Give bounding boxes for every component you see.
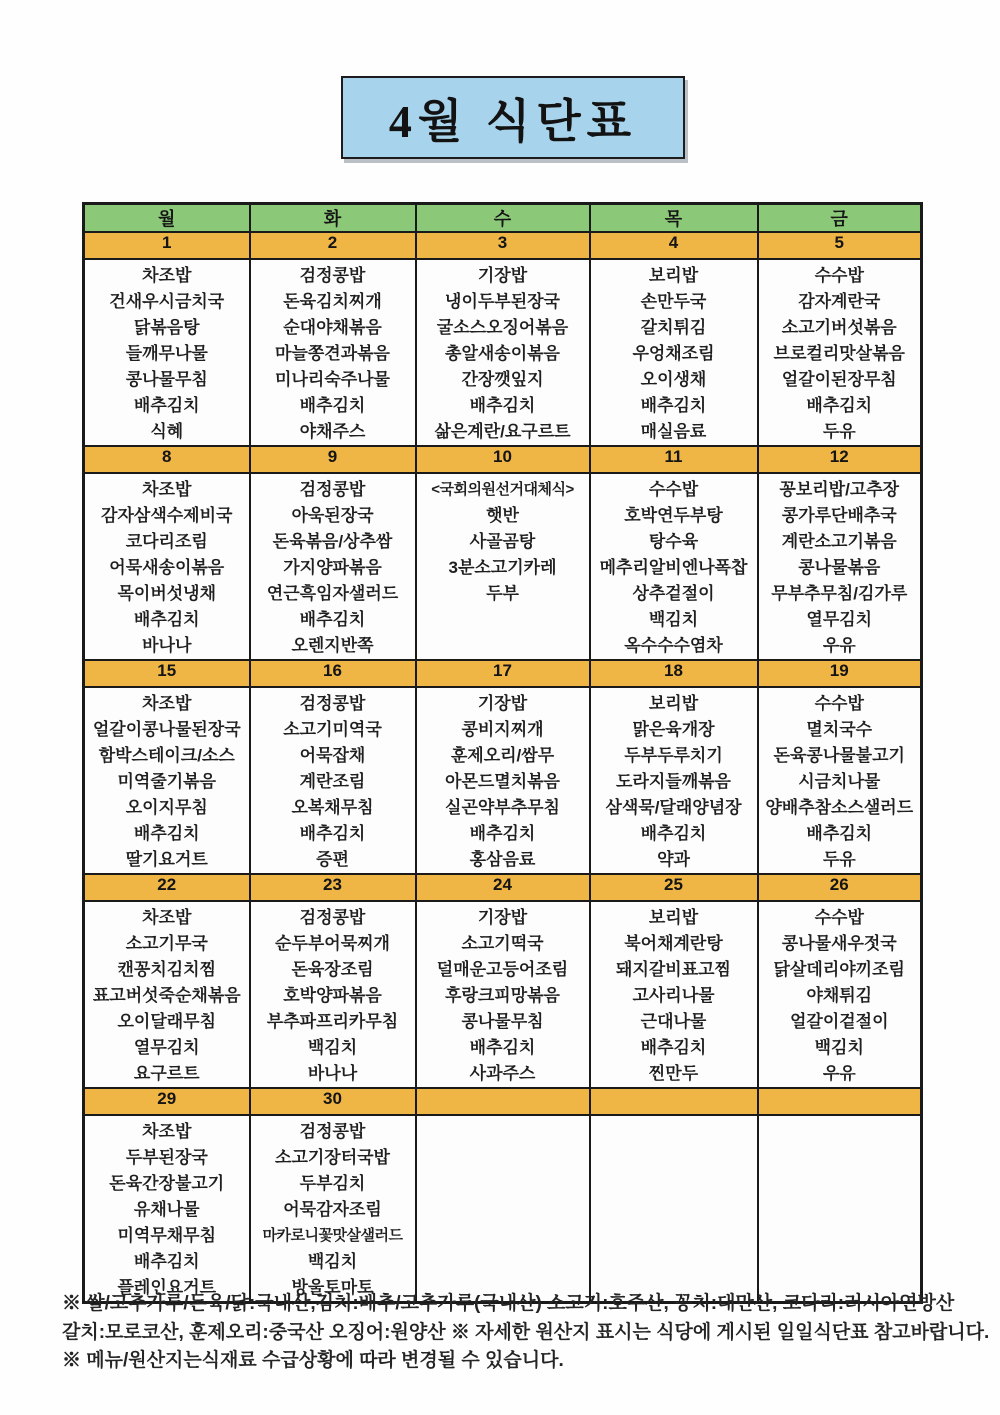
date-cell: 23	[250, 874, 416, 901]
menu-item: 아욱된장국	[291, 506, 374, 525]
menu-item: 열무김치	[806, 610, 873, 629]
menu-item: 검정콩밥	[299, 1122, 366, 1141]
menu-item: 기장밥	[477, 694, 528, 713]
menu-item: 배추김치	[640, 396, 707, 415]
menu-item: 수수밥	[814, 908, 864, 927]
date-cell: 8	[84, 446, 250, 473]
menu-item: 소고기버섯볶음	[781, 318, 897, 337]
menu-cell	[758, 1115, 922, 1303]
menu-item: 콩나물무침	[461, 1012, 544, 1031]
menu-item: 콩가루단배추국	[781, 506, 897, 525]
menu-item: 돈육간장불고기	[109, 1174, 225, 1193]
menu-cell	[84, 473, 250, 660]
menu-row	[84, 901, 922, 1088]
menu-item: 차조밥	[142, 266, 192, 285]
menu-item: 갈치튀김	[640, 318, 707, 337]
date-cell: 1	[84, 232, 250, 259]
title-box	[341, 76, 685, 159]
menu-item: 감자삼색수제비국	[101, 506, 233, 525]
menu-cell	[84, 901, 250, 1088]
menu-item: 부추파프리카무침	[266, 1012, 399, 1031]
menu-item: 검정콩밥	[299, 908, 366, 927]
menu-item: 돈육콩나물불고기	[773, 746, 905, 765]
menu-item: 요구르트	[133, 1064, 200, 1083]
menu-item: 기장밥	[477, 908, 528, 927]
menu-cell	[416, 687, 590, 874]
footer-notes	[62, 1290, 990, 1376]
menu-item: 검정콩밥	[299, 480, 366, 499]
menu-item: 맑은육개장	[632, 720, 715, 739]
menu-cell	[416, 259, 590, 446]
date-cell: 18	[590, 660, 758, 687]
menu-item: 배추김치	[133, 1252, 200, 1271]
menu-item: 도라지들깨볶음	[616, 772, 731, 791]
date-cell: 19	[758, 660, 922, 687]
menu-item: 얼갈이겉절이	[789, 1012, 889, 1031]
menu-item: 목이버섯냉채	[117, 584, 217, 603]
menu-item: 돈육볶음/상추쌈	[272, 532, 393, 551]
footer-origin-note-2: 갈치:모로코산, 훈제오리:중국산 오징어:원양산 ※ 자세한 원산지 표시는 식당에 게시된 일일식단표 참고바랍니다.	[62, 1321, 990, 1343]
menu-item: 우유	[822, 1064, 856, 1083]
menu-item: 소고기미역국	[283, 720, 382, 739]
menu-item: 삼색묵/달래양념장	[605, 798, 742, 817]
date-cell	[416, 1088, 590, 1115]
menu-item: 기장밥	[477, 266, 528, 285]
menu-item: 배추김치	[133, 396, 200, 415]
date-row	[84, 446, 922, 473]
menu-item: 홍삼음료	[469, 850, 536, 869]
menu-item: 꽁보리밥/고추장	[779, 480, 900, 499]
menu-item: 야채튀김	[806, 986, 873, 1005]
menu-item: 브로컬리맛살볶음	[773, 344, 905, 363]
menu-item: 플레인요거트	[117, 1278, 217, 1297]
date-cell: 5	[758, 232, 922, 259]
menu-item: 배추김치	[469, 396, 536, 415]
menu-item: 어묵감자조림	[283, 1200, 382, 1219]
menu-item: 증편	[316, 850, 349, 869]
menu-cell	[250, 259, 416, 446]
menu-item: 계란조림	[299, 772, 366, 791]
menu-item: 차조밥	[142, 694, 192, 713]
date-cell: 25	[590, 874, 758, 901]
date-row	[84, 874, 922, 901]
menu-item: 백김치	[814, 1038, 864, 1057]
menu-item: 찐만두	[648, 1064, 699, 1083]
menu-item: 닭볶음탕	[133, 318, 200, 337]
menu-item: 돈육장조림	[291, 960, 374, 979]
day-header-cell: 수	[416, 204, 590, 233]
menu-item: 후랑크피망볶음	[445, 986, 560, 1005]
day-header-cell: 금	[758, 204, 922, 233]
date-cell: 15	[84, 660, 250, 687]
menu-item: 딸기요거트	[125, 850, 208, 869]
menu-item: 두유	[822, 850, 856, 869]
menu-item: 메추리알비엔나폭찹	[599, 558, 748, 577]
menu-item: 삶은계란/요구르트	[434, 422, 571, 441]
menu-item: 콩비지찌개	[461, 720, 544, 739]
date-row	[84, 232, 922, 259]
menu-item: 콩나물새우젓국	[781, 934, 897, 953]
menu-item: 우엉채조림	[632, 344, 715, 363]
menu-item: 사과주스	[469, 1064, 536, 1083]
menu-item: 돈육김치찌개	[283, 292, 382, 311]
menu-item: 우유	[822, 636, 856, 655]
menu-item: 배추김치	[133, 610, 200, 629]
footer-change-note: ※ 메뉴/원산지는식재료 수급상황에 따라 변경될 수 있습니다.	[62, 1350, 564, 1371]
menu-item: 함박스테이크/소스	[98, 746, 235, 765]
menu-item: 콩나물무침	[125, 370, 208, 389]
date-cell	[590, 1088, 758, 1115]
menu-item: 콩나물볶음	[798, 558, 881, 577]
menu-item: 배추김치	[806, 824, 873, 843]
date-row	[84, 1088, 922, 1115]
menu-cell	[758, 901, 922, 1088]
page-title: 4월 식단표	[388, 95, 638, 147]
menu-item: 들깨무나물	[125, 344, 208, 363]
menu-item: 손만두국	[640, 292, 707, 311]
menu-item: 어묵잡채	[299, 746, 366, 765]
menu-cell	[758, 259, 922, 446]
menu-item: 마늘쫑견과볶음	[275, 344, 390, 363]
date-cell: 17	[416, 660, 590, 687]
menu-item: 냉이두부된장국	[445, 292, 560, 311]
menu-item: 약과	[657, 850, 690, 869]
menu-item: 사골곰탕	[469, 532, 536, 551]
menu-item: 아몬드멸치볶음	[445, 772, 560, 791]
menu-item: 미역무채무침	[117, 1226, 217, 1245]
menu-cell	[250, 473, 416, 660]
menu-item: 3분소고기카레	[448, 558, 557, 577]
menu-item: 백김치	[648, 610, 699, 629]
menu-cell	[590, 687, 758, 874]
date-cell: 24	[416, 874, 590, 901]
menu-item: 닭살데리야끼조림	[773, 960, 905, 979]
day-header-cell: 목	[590, 204, 758, 233]
menu-item: 배추김치	[133, 824, 200, 843]
menu-row	[84, 687, 922, 874]
menu-cell	[758, 473, 922, 660]
menu-item: 두부김치	[299, 1174, 366, 1193]
menu-cell	[590, 259, 758, 446]
menu-item: 배추김치	[640, 1038, 707, 1057]
menu-item: 두유	[822, 422, 856, 441]
menu-item: 백김치	[307, 1252, 358, 1271]
date-row	[84, 660, 922, 687]
day-header-cell: 화	[250, 204, 416, 233]
menu-item: 고사리나물	[632, 986, 715, 1005]
menu-item: 미나리숙주나물	[275, 370, 390, 389]
menu-cell	[758, 687, 922, 874]
date-cell: 16	[250, 660, 416, 687]
menu-cell	[84, 259, 250, 446]
menu-cell	[250, 1115, 416, 1303]
menu-item: 가지양파볶음	[283, 558, 382, 577]
menu-cell	[250, 687, 416, 874]
menu-item: 옥수수수염차	[624, 636, 723, 655]
date-cell: 9	[250, 446, 416, 473]
menu-item: 북어채계란탕	[624, 934, 723, 953]
menu-cell	[84, 1115, 250, 1303]
menu-item: 얼갈이콩나물된장국	[92, 720, 241, 739]
menu-item: 건새우시금치국	[109, 292, 225, 311]
menu-item: 멸치국수	[806, 720, 873, 739]
menu-item: 미역줄기볶음	[117, 772, 217, 791]
menu-item: 차조밥	[142, 1122, 192, 1141]
menu-item: 배추김치	[299, 824, 366, 843]
menu-item: 마카로니꽃맛살샐러드	[262, 1227, 403, 1244]
menu-item: 수수밥	[814, 266, 864, 285]
menu-item: 계란소고기볶음	[781, 532, 897, 551]
menu-item: 수수밥	[648, 480, 699, 499]
menu-item: 시금치나물	[798, 772, 881, 791]
menu-item: 소고기장터국밥	[275, 1148, 390, 1167]
menu-item: 실곤약부추무침	[445, 798, 560, 817]
date-cell: 30	[250, 1088, 416, 1115]
menu-item: 간장깻잎지	[461, 370, 544, 389]
day-header-row	[84, 204, 922, 233]
menu-item: 어묵새송이볶음	[109, 558, 225, 577]
menu-item: 근대나물	[640, 1012, 707, 1031]
menu-item: 호박양파볶음	[283, 986, 382, 1005]
date-cell: 2	[250, 232, 416, 259]
menu-item: 덜매운고등어조림	[436, 960, 569, 979]
menu-item: 바나나	[307, 1064, 358, 1083]
menu-row	[84, 259, 922, 446]
menu-item: 오렌지반쪽	[291, 636, 374, 655]
menu-row	[84, 1115, 922, 1303]
date-cell: 12	[758, 446, 922, 473]
menu-item: 열무김치	[133, 1038, 200, 1057]
menu-item: 차조밥	[142, 908, 192, 927]
menu-cell	[250, 901, 416, 1088]
menu-item: <국회의원선거대체식>	[431, 481, 574, 498]
menu-cell	[84, 687, 250, 874]
menu-item: 차조밥	[142, 480, 192, 499]
menu-item: 수수밥	[814, 694, 864, 713]
menu-item: 검정콩밥	[299, 266, 366, 285]
menu-item: 배추김치	[469, 824, 536, 843]
menu-item: 보리밥	[648, 908, 699, 927]
menu-item: 무부추무침/김가루	[771, 584, 908, 603]
meal-plan-table	[82, 202, 923, 1304]
day-header-cell: 월	[84, 204, 250, 233]
menu-item: 표고버섯죽순채볶음	[92, 986, 241, 1005]
menu-item: 연근흑임자샐러드	[266, 584, 399, 603]
menu-item: 훈제오리/쌈무	[450, 746, 555, 765]
menu-item: 총알새송이볶음	[445, 344, 560, 363]
menu-item: 배추김치	[299, 610, 366, 629]
menu-item: 두부된장국	[125, 1148, 208, 1167]
date-cell: 26	[758, 874, 922, 901]
footer-origin-note-1: ※ 쌀/고추가루/돈육/닭:국내산,김치:배추/고추가루(국내산) 소고기:호주산, 꽁치:대만산, 코다리:러시아연방산	[62, 1293, 955, 1314]
menu-item: 소고기떡국	[461, 934, 544, 953]
date-cell: 22	[84, 874, 250, 901]
menu-item: 오복채무침	[291, 798, 374, 817]
menu-item: 배추김치	[469, 1038, 536, 1057]
menu-item: 상추겉절이	[632, 584, 715, 603]
menu-item: 순대야채볶음	[283, 318, 382, 337]
menu-item: 보리밥	[648, 694, 699, 713]
menu-item: 소고기무국	[125, 934, 208, 953]
menu-item: 굴소스오징어볶음	[436, 318, 569, 337]
menu-item: 배추김치	[640, 824, 707, 843]
menu-item: 캔꽁치김치찜	[117, 960, 217, 979]
menu-cell	[416, 473, 590, 660]
menu-item: 돼지갈비표고찜	[616, 960, 731, 979]
menu-cell	[590, 473, 758, 660]
date-cell: 29	[84, 1088, 250, 1115]
menu-cell	[416, 1115, 590, 1303]
menu-item: 유채나물	[133, 1200, 200, 1219]
menu-item: 오이지무침	[125, 798, 208, 817]
menu-item: 오이달래무침	[117, 1012, 217, 1031]
date-cell	[758, 1088, 922, 1115]
date-cell: 10	[416, 446, 590, 473]
menu-item: 야채주스	[299, 422, 366, 441]
menu-cell	[590, 901, 758, 1088]
menu-item: 검정콩밥	[299, 694, 366, 713]
menu-item: 방울토마토	[291, 1278, 374, 1297]
menu-item: 얼갈이된장무침	[781, 370, 897, 389]
menu-cell	[416, 901, 590, 1088]
date-cell: 4	[590, 232, 758, 259]
menu-row	[84, 473, 922, 660]
menu-item: 배추김치	[299, 396, 366, 415]
menu-item: 배추김치	[806, 396, 873, 415]
menu-item: 보리밥	[648, 266, 699, 285]
date-cell: 11	[590, 446, 758, 473]
menu-item: 햇반	[486, 506, 519, 525]
menu-item: 코다리조림	[125, 532, 208, 551]
menu-item: 감자계란국	[798, 292, 881, 311]
menu-item: 바나나	[142, 636, 192, 655]
menu-item: 두부두루치기	[624, 746, 723, 765]
menu-cell	[590, 1115, 758, 1303]
menu-item: 오이생채	[640, 370, 707, 389]
menu-item: 두부	[486, 584, 519, 603]
menu-item: 식혜	[150, 422, 184, 441]
menu-item: 호박연두부탕	[624, 506, 723, 525]
menu-item: 탕수육	[648, 532, 699, 551]
menu-item: 순두부어묵찌개	[275, 934, 390, 953]
menu-item: 양배추참소스샐러드	[765, 798, 914, 817]
date-cell: 3	[416, 232, 590, 259]
menu-item: 매실음료	[640, 422, 707, 441]
menu-item: 백김치	[307, 1038, 358, 1057]
